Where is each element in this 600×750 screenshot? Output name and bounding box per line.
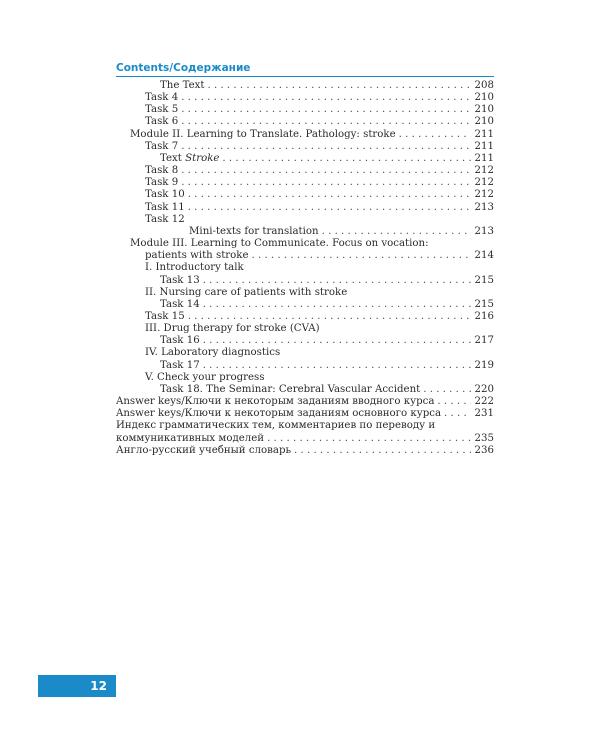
toc-entry — [116, 238, 494, 250]
toc-entry-label: Mini-texts for translation — [189, 225, 319, 237]
toc-leader-dots — [252, 250, 472, 262]
toc-entry — [116, 311, 494, 323]
toc-leader-dots — [208, 80, 472, 92]
toc-entry-page: 236 — [474, 444, 494, 456]
toc-leader-dots — [188, 202, 471, 214]
toc-entry-page: 222 — [474, 396, 494, 408]
toc-entry — [116, 129, 494, 141]
toc-entry — [116, 92, 494, 104]
toc-entry — [116, 299, 494, 311]
toc-entry-page: 220 — [474, 383, 494, 395]
toc-entry — [116, 372, 494, 384]
toc-entry-label: Task 12 — [145, 213, 185, 225]
toc-entry — [116, 214, 494, 226]
toc-leader-dots — [181, 141, 471, 153]
toc-entry — [116, 433, 494, 445]
toc-entry-label: Task 4 — [145, 92, 179, 104]
toc-leader-dots — [181, 165, 471, 177]
toc-entry-label: Task 13 — [160, 274, 200, 286]
toc-entry-label: Task 11 — [145, 201, 185, 213]
toc-entry — [116, 202, 494, 214]
toc-entry-label-emphasis: Stroke — [185, 152, 220, 164]
toc-entry-label: Task 8 — [145, 165, 179, 177]
toc-leader-dots — [181, 116, 471, 128]
toc-entry — [116, 165, 494, 177]
toc-entry — [116, 360, 494, 372]
toc-entry-label: Task 10 — [145, 189, 185, 201]
toc-leader-dots — [203, 299, 471, 311]
toc-entry — [116, 80, 494, 92]
toc-entry-label — [160, 153, 219, 165]
toc-entry-label: V. Check your progress — [145, 371, 265, 383]
toc-entry-page: 213 — [474, 225, 494, 237]
toc-leader-dots — [181, 177, 471, 189]
toc-entry-page: 212 — [474, 165, 494, 177]
toc-entry-page: 217 — [474, 335, 494, 347]
toc-entry — [116, 323, 494, 335]
toc-entry-label: Task 9 — [145, 177, 179, 189]
toc-entry — [116, 347, 494, 359]
toc-entry — [116, 104, 494, 116]
toc-entry-page: 216 — [474, 310, 494, 322]
toc-entry — [116, 189, 494, 201]
toc-entry-label: II. Nursing care of patients with stroke — [145, 286, 348, 298]
toc-entry — [116, 445, 494, 457]
toc-entry-label: Англо-русский учебный словарь — [116, 444, 292, 456]
toc-entry-label: Task 6 — [145, 116, 179, 128]
toc-entry-label-prefix: Text — [160, 152, 186, 164]
toc-entry — [116, 250, 494, 262]
toc-entry-label: Task 7 — [145, 140, 179, 152]
toc-entry — [116, 226, 494, 238]
toc-entry-label: The Text — [160, 80, 205, 91]
toc-entry-label: Module III. Learning to Communicate. Focus on vocation: — [130, 238, 429, 250]
toc-entry-page: 210 — [474, 104, 494, 116]
toc-entry-label: Answer keys/Ключи к некоторым заданиям вводного курса — [116, 396, 435, 408]
table-of-contents — [116, 80, 494, 457]
toc-entry — [116, 335, 494, 347]
toc-entry-label: Module II. Learning to Translate. Pathology: stroke — [130, 128, 396, 140]
toc-entry-label: коммуникативных моделей — [116, 432, 265, 444]
toc-leader-dots — [203, 275, 471, 287]
page-number: 12 — [90, 679, 107, 693]
toc-entry-label: Answer keys/Ключи к некоторым заданиям основного курса — [116, 408, 442, 420]
toc-entry — [116, 420, 494, 432]
toc-entry-page: 211 — [474, 128, 494, 140]
toc-entry — [116, 408, 494, 420]
toc-entry-page: 211 — [474, 152, 494, 164]
toc-leader-dots — [188, 311, 471, 323]
toc-leader-dots — [203, 360, 471, 372]
running-header — [116, 56, 494, 77]
toc-leader-dots — [181, 104, 471, 116]
toc-entry-label: Task 18. The Seminar: Cerebral Vascular Accident — [160, 383, 421, 395]
toc-entry-page: 213 — [474, 201, 494, 213]
toc-entry-page: 215 — [474, 298, 494, 310]
toc-entry-page: 208 — [474, 80, 494, 91]
running-header-title: Contents/Содержание — [116, 62, 251, 74]
toc-leader-dots — [222, 153, 471, 165]
toc-leader-dots — [188, 189, 471, 201]
toc-entry — [116, 153, 494, 165]
toc-entry — [116, 177, 494, 189]
toc-leader-dots — [203, 335, 471, 347]
toc-leader-dots — [322, 226, 471, 238]
toc-entry — [116, 116, 494, 128]
toc-entry-label: Task 14 — [160, 298, 200, 310]
toc-entry — [116, 262, 494, 274]
toc-entry-page: 211 — [474, 140, 494, 152]
toc-leader-dots — [423, 384, 471, 396]
toc-entry-label: patients with stroke — [145, 250, 249, 262]
toc-leader-dots — [267, 433, 471, 445]
toc-entry-page: 235 — [474, 432, 494, 444]
toc-entry-label: I. Introductory talk — [145, 262, 244, 274]
toc-entry-page: 212 — [474, 177, 494, 189]
toc-leader-dots — [181, 92, 471, 104]
toc-entry — [116, 287, 494, 299]
toc-entry — [116, 141, 494, 153]
toc-entry-label: Индекс грамматических тем, комментариев по переводу и — [116, 420, 436, 432]
toc-entry-page: 210 — [474, 92, 494, 104]
toc-entry-label: III. Drug therapy for stroke (CVA) — [145, 323, 320, 335]
toc-entry-page: 212 — [474, 189, 494, 201]
toc-entry — [116, 275, 494, 287]
toc-leader-dots — [399, 129, 471, 141]
toc-entry-label: Task 16 — [160, 335, 200, 347]
toc-entry — [116, 396, 494, 408]
toc-entry-page: 210 — [474, 116, 494, 128]
page-number-badge — [38, 675, 116, 697]
toc-entry-page: 219 — [474, 359, 494, 371]
toc-leader-dots — [437, 396, 471, 408]
toc-entry — [116, 384, 494, 396]
toc-entry-label: Task 15 — [145, 310, 185, 322]
toc-entry-label: IV. Laboratory diagnostics — [145, 347, 281, 359]
toc-entry-page: 215 — [474, 274, 494, 286]
toc-leader-dots — [444, 408, 471, 420]
toc-entry-label: Task 17 — [160, 359, 200, 371]
toc-entry-page: 214 — [474, 250, 494, 262]
toc-entry-label: Task 5 — [145, 104, 179, 116]
toc-entry-page: 231 — [474, 408, 494, 420]
toc-leader-dots — [294, 445, 471, 457]
